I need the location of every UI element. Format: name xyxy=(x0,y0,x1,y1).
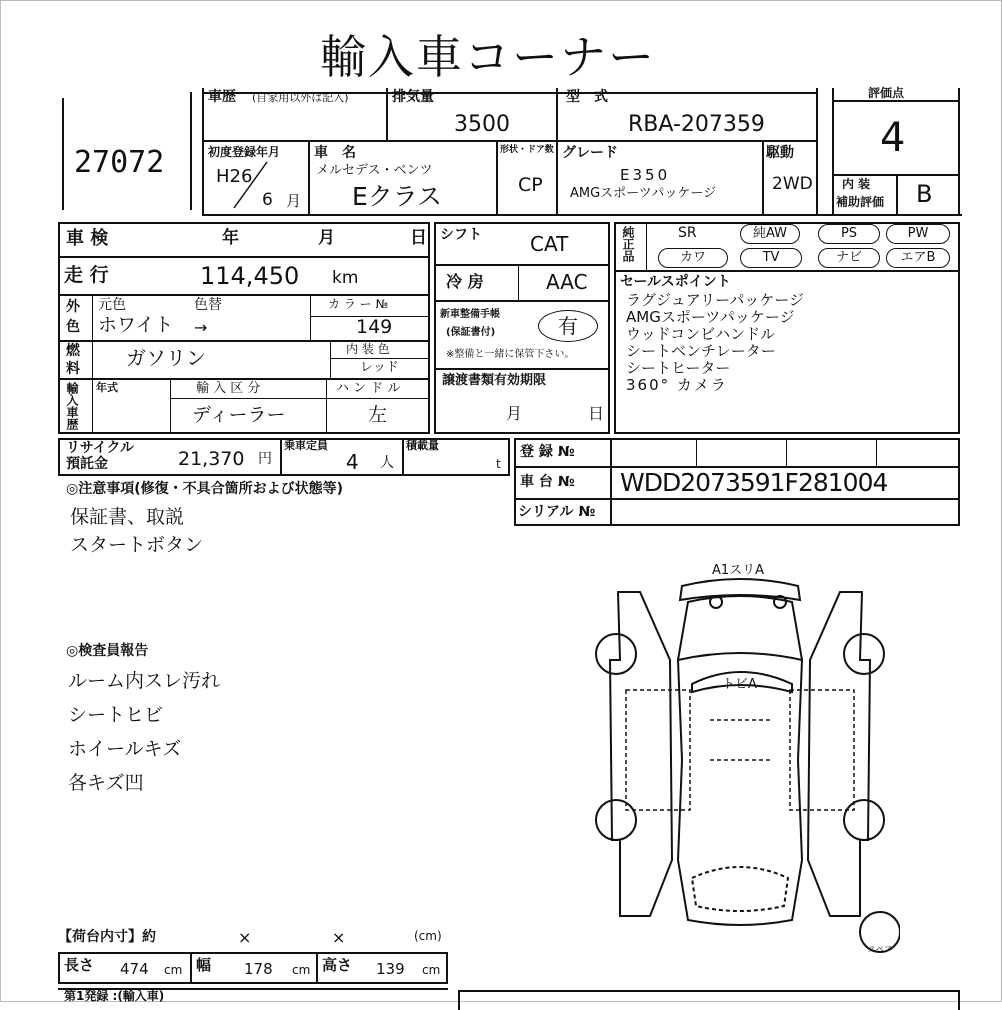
rule xyxy=(310,294,311,340)
rule xyxy=(958,88,960,216)
handle-value: 左 xyxy=(368,404,388,426)
mileage-label: 走 行 xyxy=(64,264,109,286)
model-type-label: 型 式 xyxy=(566,89,608,105)
first-reg-slash xyxy=(222,160,282,210)
sales-point: シートベンチレーター xyxy=(626,342,776,360)
rule xyxy=(58,294,430,296)
rule xyxy=(402,438,404,476)
color-code-label: カ ラ ー № xyxy=(328,297,388,311)
cargo-width-label: 幅 xyxy=(196,956,212,974)
car-damage-diagram xyxy=(580,560,900,960)
equip-leather: カワ xyxy=(658,248,728,268)
inspector-item: ルーム内スレ汚れ xyxy=(68,670,221,692)
inspector-label: ◎検査員報告 xyxy=(66,643,149,659)
rule xyxy=(330,340,331,378)
capacity-unit: 人 xyxy=(380,455,394,471)
sales-point: ラグジュアリーパッケージ xyxy=(626,291,805,309)
rule xyxy=(496,140,498,214)
rule xyxy=(896,174,898,216)
lot-number: 27072 xyxy=(74,145,165,180)
notes-label: ◎注意事項(修復・不具合箇所および状態等) xyxy=(66,481,344,497)
shift-label: シフト xyxy=(440,227,482,243)
import-vlabel: 輸入車歴 xyxy=(65,382,79,430)
rule xyxy=(646,222,647,270)
interior-value: B xyxy=(916,180,933,208)
manual-value: 有 xyxy=(538,310,598,342)
inspector-item: ホイールキズ xyxy=(68,738,182,760)
first-reg-era: H26 xyxy=(216,166,253,187)
rule xyxy=(696,438,697,466)
inspector-item: シートヒビ xyxy=(68,704,164,726)
repaint-label: 色替 xyxy=(194,297,222,313)
aircon-label: 冷 房 xyxy=(446,272,484,291)
rule xyxy=(316,952,318,984)
equip-sr: SR xyxy=(678,225,697,241)
rule xyxy=(762,140,764,214)
registration-label: 登 録 № xyxy=(520,444,575,460)
transfer-day: 日 xyxy=(588,404,605,423)
cargo-x2: × xyxy=(332,928,346,947)
car-name-label: 車 名 xyxy=(314,145,356,161)
rule xyxy=(386,88,388,140)
cargo-height-unit: cm xyxy=(422,963,441,977)
import-kind-label: 輸 入 区 分 xyxy=(196,381,261,396)
manual-label1: 新車整備手帳 xyxy=(440,309,500,320)
note-item: 保証書、取説 xyxy=(70,506,185,528)
body-label: 形状・ドア数 xyxy=(500,145,554,155)
inspector-item: 各キズ凹 xyxy=(68,772,144,794)
recycle-unit: 円 xyxy=(258,451,272,467)
first-reg-month: 6 xyxy=(262,190,273,210)
chassis-label: 車 台 № xyxy=(520,474,575,490)
diagram-front-label: A1スリA xyxy=(712,563,765,578)
rule xyxy=(202,214,962,216)
sales-point: シートヒーター xyxy=(626,359,731,377)
car-maker: メルセデス・ベンツ xyxy=(316,163,433,178)
mileage-value: 114,450 xyxy=(200,262,300,290)
sales-point: AMGスポーツパッケージ xyxy=(626,308,795,326)
fuel-value: ガソリン xyxy=(126,346,206,370)
equip-alloy: 純AW xyxy=(740,224,800,244)
rule xyxy=(92,294,93,434)
page-title: 輸入車コーナー xyxy=(320,30,656,84)
rule xyxy=(202,88,204,214)
color-label-bottom: 色 xyxy=(66,319,80,335)
cargo-width: 178 xyxy=(244,960,273,978)
rule xyxy=(434,264,610,266)
transfer-month: 月 xyxy=(506,404,523,423)
capacity-label: 乗車定員 xyxy=(284,439,328,452)
rule xyxy=(786,438,787,466)
rule xyxy=(326,378,327,434)
interior-color-label: 内 装 色 xyxy=(346,342,390,356)
rule xyxy=(518,264,519,300)
mileage-unit: km xyxy=(332,268,359,288)
equip-airbag: エアB xyxy=(886,248,950,268)
aircon-value: AAC xyxy=(546,270,588,294)
rule xyxy=(832,100,960,102)
load-unit: t xyxy=(496,457,501,471)
interior-color-value: レッド xyxy=(360,360,399,375)
car-model: Eクラス xyxy=(352,182,443,211)
rule xyxy=(876,438,877,466)
color-arrow: → xyxy=(194,318,208,337)
equip-ps: PS xyxy=(818,224,880,244)
load-label: 積載量 xyxy=(406,439,439,452)
first-reg-month-unit: 月 xyxy=(286,192,302,210)
rule xyxy=(614,270,960,272)
rule xyxy=(58,988,448,990)
cargo-width-unit: cm xyxy=(292,963,311,977)
rule xyxy=(832,88,834,216)
inspection-label: 車 検 xyxy=(66,228,109,249)
displacement-label: 排気量 xyxy=(392,89,434,105)
drive-label: 駆動 xyxy=(766,145,794,161)
model-type-value: RBA-207359 xyxy=(628,112,765,137)
sales-point: 360° カメラ xyxy=(626,376,728,394)
drive-value: 2WD xyxy=(772,174,813,194)
recycle-label1: リサイクル xyxy=(66,440,135,456)
manual-label2: (保証書付) xyxy=(446,327,496,338)
score-label: 評価点 xyxy=(868,86,905,100)
interior-label1: 内 装 xyxy=(842,177,871,191)
rule xyxy=(434,368,610,370)
rule xyxy=(58,378,430,380)
displacement-value: 3500 xyxy=(454,112,510,137)
fuel-label-bottom: 料 xyxy=(66,361,80,377)
note-item: スタートボタン xyxy=(70,534,204,556)
equip-tv: TV xyxy=(740,248,802,268)
interior-label2: 補助評価 xyxy=(836,195,885,209)
rule xyxy=(170,378,171,434)
sales-points-label: セールスポイント xyxy=(620,274,731,290)
rule xyxy=(280,438,282,476)
cargo-unit: (cm) xyxy=(414,929,442,943)
inspection-month: 月 xyxy=(318,228,335,248)
cargo-x1: × xyxy=(238,928,252,947)
cargo-length-label: 長さ xyxy=(64,956,95,974)
orig-color-value: ホワイト xyxy=(98,314,174,336)
equipment-label: 純正品 xyxy=(621,226,635,262)
rule xyxy=(330,358,430,359)
color-label-top: 外 xyxy=(66,299,80,315)
recycle-label2: 預託金 xyxy=(66,456,108,472)
rule xyxy=(514,498,960,500)
grade-label: グレード xyxy=(562,145,618,161)
recycle-value: 21,370 xyxy=(178,448,245,470)
cargo-height: 139 xyxy=(376,960,405,978)
rule xyxy=(190,952,192,984)
rule xyxy=(556,88,558,214)
color-code-value: 149 xyxy=(356,316,393,338)
inspection-day: 日 xyxy=(410,228,427,248)
sales-point: ウッドコンビハンドル xyxy=(626,325,776,343)
import-kind-value: ディーラー xyxy=(192,404,286,426)
import-year-label: 年式 xyxy=(96,381,118,394)
fuel-label-top: 燃 xyxy=(66,343,80,359)
rule xyxy=(816,88,818,214)
rule xyxy=(58,256,430,258)
inspection-year: 年 xyxy=(222,228,239,248)
rule xyxy=(170,398,430,399)
rule xyxy=(610,438,612,526)
diagram-roof-label: トビA xyxy=(722,677,757,692)
history-note: (自家用以外は記入) xyxy=(252,91,349,104)
capacity-value: 4 xyxy=(346,450,359,474)
cargo-label: 【荷台内寸】約 xyxy=(58,929,156,945)
lot-bracket-right xyxy=(190,92,192,210)
cargo-next: 第1発録 :(輸入車) xyxy=(64,989,165,1003)
cargo-height-label: 高さ xyxy=(322,956,353,974)
history-label: 車歴 xyxy=(208,89,236,105)
handle-label: ハ ン ド ル xyxy=(336,381,401,396)
chassis-value: WDD2073591F281004 xyxy=(620,468,888,497)
lot-bracket xyxy=(62,98,64,210)
grade-line2: AMGスポーツパッケージ xyxy=(570,186,717,201)
grade-line1: E350 xyxy=(620,166,671,184)
shift-value: CAT xyxy=(530,232,569,256)
rule xyxy=(434,300,610,302)
cargo-length-unit: cm xyxy=(164,963,183,977)
diagram-spare-label: スペア xyxy=(868,945,892,954)
first-reg-label: 初度登録年月 xyxy=(208,145,281,159)
cargo-length: 474 xyxy=(120,960,149,978)
body-value: CP xyxy=(518,174,543,196)
equip-pw: PW xyxy=(886,224,950,244)
transfer-label: 譲渡書類有効期限 xyxy=(442,373,547,388)
bottom-box xyxy=(458,990,960,1010)
manual-note: ※整備と一緒に保管下さい。 xyxy=(446,349,575,360)
orig-color-label: 元色 xyxy=(98,297,126,313)
serial-label: シリアル № xyxy=(518,504,596,520)
score-value: 4 xyxy=(880,115,906,161)
rule xyxy=(308,140,310,214)
equip-navi: ナビ xyxy=(818,248,880,268)
rule xyxy=(202,140,818,142)
